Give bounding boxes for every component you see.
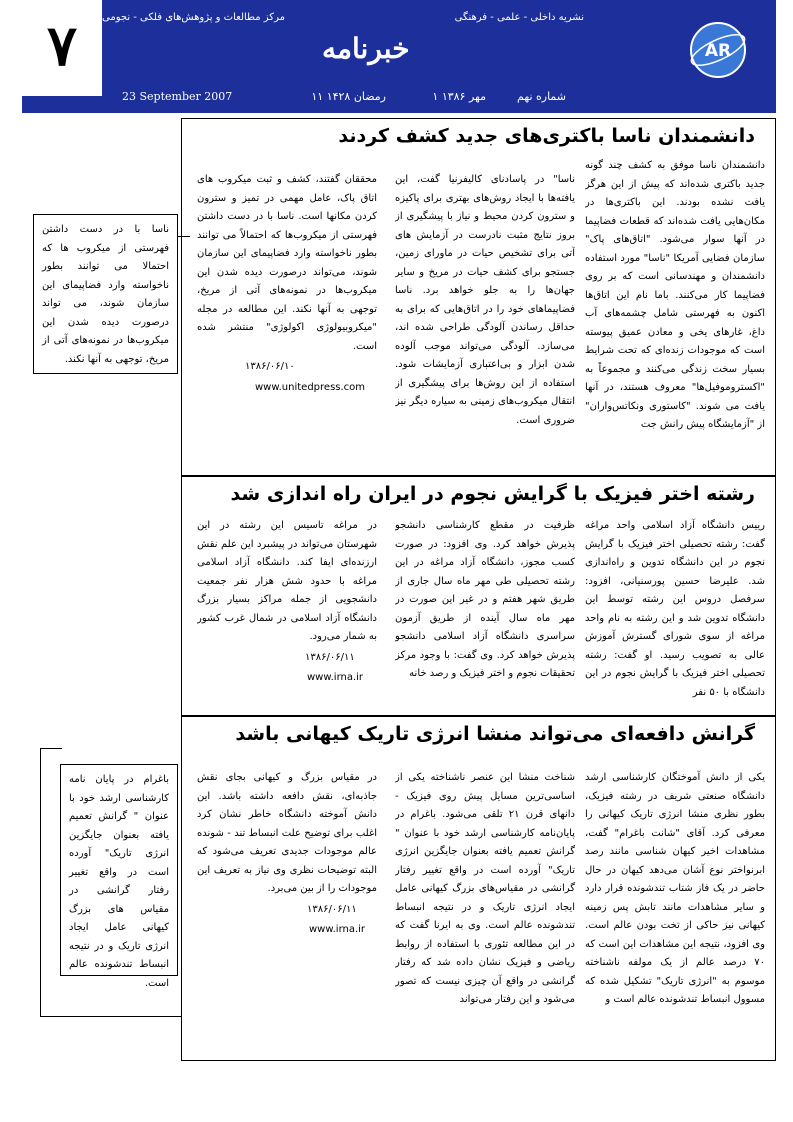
- article-column: دانشمندان ناسا موفق به کشف چند گونه جدید باکتری شده‌اند که پیش از این هرگز یافت نشده بودند. این باکتری‌ها در مکان‌هایی یافت شده‌اند که قطعات فضاپیما در آنها سوار می‌شود. "اتاق‌های پاک" سازمان فضایی آمریکا "ناسا" مورد استفاده دانشمندان و مهندسانی است که بر روی فضاپیما کار می‌کنند. باما نام این اتاق‌ها اکنون به فهرستی شامل چشمه‌های آب داغ، غارهای یخی و معادن عمیق پیوسته است که موجودات زنده‌ای که تحت شرایط بسیار سخت زندگی می‌کنند و مجموعاً به "اکستروموفیل‌ها" معروف هستند، در آنها یافت می شوند. "کاستوری ونکاتس‌واران" از "آزمایشگاه پیش رانش جت: [585, 160, 765, 430]
- leader-line: [40, 748, 62, 749]
- article-nasa-bacteria: [181, 118, 776, 476]
- publication-type: نشریه داخلی - علمی - فرهنگی: [454, 12, 584, 23]
- article-column: محققان گفتند، کشف و ثبت میکروب های اتاق پاک، عامل مهمی در تمیز و سترون کردن مکانها است. ناسا با در دست داشتن فهرستی از میکروب‌ها که احتمالاً می توانند بطور ناخواسته وارد فضاپیمای این سازمان شوند، می‌تواند درصورت دیده شدن این میکروب‌ها در نمونه‌های آتی از مریخ، توجهی به آنها نکند. این مطالعه در مجله "میکروبیولوژی اکولوژی" منتشر شده است. ۱۳۸۶/۰۶/۱۰ www.unitedpress.com: [197, 171, 377, 471]
- article-astrophysics-program: [181, 476, 776, 716]
- leader-line: [40, 748, 41, 1016]
- article-title: رشته اختر فیزیک با گرایش نجوم در ایران راه اندازی شد: [230, 483, 755, 505]
- astronomy-emblem-icon: [688, 20, 748, 80]
- date-stamp: ۱۳۸۶/۰۶/۱۱: [305, 651, 355, 663]
- source-link[interactable]: www.unitedpress.com: [255, 381, 366, 393]
- date-stamp: ۱۳۸۶/۰۶/۱۰: [245, 361, 295, 372]
- article-column: ناسا" در پاسادنای کالیفرنیا گفت، این یافته‌ها با ایجاد روش‌های بهتری برای پاکیزه و سترون کردن محیط و نیاز با پیشگیری از بروز نتایج مثبت نادرست در آزمایش های آتی برای تشخیص حیات در ماورای زمین، جستجو برای کشف حیات در مریخ و سایر جهان‌ها را به جلو خواهد برد. ناسا فضاپیماهای خود را در اتاق‌هایی که برای به حداقل رساندن آلودگی طراحی شده اند، می‌سازد. آلودگی می‌تواند موجب آلوده شدن ابزار و بی‌اعتباری آزمایشات شود. استفاده از این روش‌ها برای پیشگیری از انتقال میکروب‌های زمینی به سیاره دیگر نیز ضروری است.: [395, 174, 575, 426]
- article-dark-energy: [181, 716, 776, 1061]
- article-title: گرانش دافعه‌ای می‌تواند منشا انرژی تاریک کیهانی باشد: [235, 723, 755, 745]
- source-link[interactable]: www.irna.ir: [309, 924, 366, 935]
- emblem-text: AR: [704, 41, 732, 61]
- issue-number: شماره نهم: [517, 90, 566, 103]
- article-column: در مراغه تاسیس این رشته در این شهرستان می‌تواند در پیشبرد این علم نقش ارزنده‌ای ایفا کند. دانشگاه آزاد اسلامی مراغه با حدود شش هزار نفر جمعیت دانشجویی از جمله مراکز بسیار بزرگ دانشگاه آزاد اسلامی در شمال غرب کشور به شمار می‌رود. ۱۳۸۶/۰۶/۱۱ www.irna.ir: [197, 517, 377, 712]
- date-stamp: ۱۳۸۶/۰۶/۱۱: [307, 903, 357, 915]
- article-column: یکی از دانش آموختگان کارشناسی ارشد دانشگاه صنعتی شریف در رشته فیزیک، بطور نظری منشا انرژی تاریک کیهانی را معرفی کرد. آقای "شانت باغرام" گفت، مشاهدات اخیر کیهان شناسی مانند رصد ابرنواختر نوع آشان می‌دهد کیهان در حال حاضر در یک فاز شتاب تندشونده قرار دارد و سایر مشاهدات مانند تابش پس زمینه کیهانی نیز حاکی از تخت بودن عالم است. وی افزود، نتیجه این مشاهدات این است که ۷۰ درصد عالم از یک مولفه ناشناخته موسوم به "انرژی تاریک" تشکیل شده که مسوول انبساط تندشونده عالم است و: [585, 772, 765, 1005]
- article-column: شناخت منشا این عنصر ناشناخته یکی از اساسی‌ترین مسایل پیش روی فیزیک - دانهای قرن ۲۱ تلقی می‌شود. باغرام در پایان‌نامه کارشناسی ارشد خود با عنوان " گرانش تعمیم یافته بعنوان جایگزین انرژی تاریک" آورده است در واقع تغییر رفتار گرانشی در مقیاس‌های بزرگ کیهانی عامل ایجاد انرژی تاریک و در نتیجه انبساط تندشونده عالم است. وی به ایرنا گفت که در این مطالعه تئوری با استفاده از روابط ریاضی و فیزیک نشان داده شد که رفتار گرانشی در واقع آن چیزی نیست که تصور می‌شود و این رفتار می‌تواند: [395, 772, 575, 1005]
- page-number: ۷: [22, 0, 102, 96]
- sidebar-quote: باغرام در پایان نامه کارشناسی ارشد خود با عنوان " گرانش تعمیم یافته بعنوان جایگزین انرژی تاریک" آورده است در واقع تغییر رفتار گرانشی در مقیاس های بزرگ کیهانی عامل ایجاد انرژی تاریک و در نتیجه انبساط تندشونده عالم است.: [60, 764, 178, 976]
- leader-line: [40, 1016, 181, 1017]
- article-title: دانشمندان ناسا باکتری‌های جدید کشف کردند: [338, 125, 755, 147]
- center-name: مرکز مطالعات و پژوهش‌های فلکی - نجومی: [102, 12, 285, 23]
- article-column: در مقیاس بزرگ و کیهانی بجای نقش جاذبه‌ای، نقش دافعه داشته باشد. این دانش آموخته دانشگاه خاطر نشان کرد اغلب برای توضیح علت انبساط تند - شونده عالم موجودات جدیدی تعریف می‌شود که البته توضیحات نظری وی نیاز به تعریف این موجودات را از بین می‌برد. ۱۳۸۶/۰۶/۱۱ www.irna.ir: [197, 769, 377, 1059]
- sidebar-quote: ناسا با در دست داشتن فهرستی از میکروب ها که احتمالا می توانند بطور ناخواسته وارد فضاپیمای این سازمان شوند، می تواند درصورت دیده شدن این میکروب‌ها در نمونه‌های آتی از مریخ، توجهی به آنها نکند.: [33, 214, 178, 374]
- date-gregorian: 23 September 2007: [122, 90, 233, 103]
- date-persian: ۱ مهر ۱۳۸۶: [432, 90, 486, 103]
- source-link[interactable]: www.irna.ir: [307, 672, 364, 683]
- date-hijri: ۱۱ رمضان ۱۴۲۸: [311, 90, 386, 103]
- page-header: [22, 0, 776, 113]
- logo-title: خبرنامه: [322, 32, 410, 65]
- article-column: ظرفیت در مقطع کارشناسی دانشجو پذیرش خواهد کرد. وی افزود: در صورت کسب مجوز، دانشگاه آزاد مراغه در این رشته تحصیلی طی مهر ماه سال جاری از طریق شهر هفتم و در غیر این صورت در مهر ماه سال آینده از طریق آزمون سراسری دانشگاه آزاد اسلامی دانشجو پذیرش خواهد کرد. وی گفت: با وجود مرکز تحقیقات نجوم و اختر فیزیک و رصد خانه: [395, 520, 575, 679]
- article-column: رییس دانشگاه آزاد اسلامی واحد مراغه گفت: رشته تحصیلی اختر فیزیک با گرایش نجوم در این دانشگاه تدوین و راه‌اندازی شد. علیرضا حسین پورسنیانی، افزود: سرفصل دروس این رشته توسط این دانشگاه تدوین شد و این رشته به نام واحد مراغه از سوی شورای گسترش آموزش عالی به تصویب رسید. او گفت: رشته تحصیلی اختر فیزیک با گرایش نجوم در این دانشگاه با ۵۰ نفر: [585, 520, 765, 698]
- leader-line: [178, 236, 190, 237]
